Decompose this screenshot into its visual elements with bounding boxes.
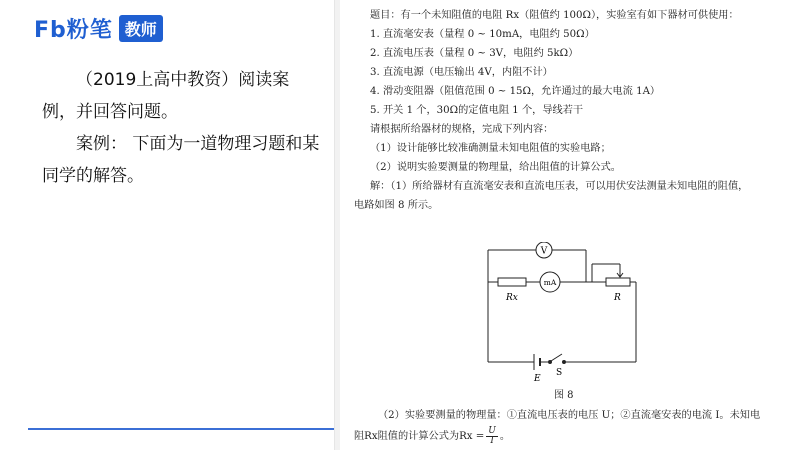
- question-intro: （2019上高中教资）阅读案例，并回答问题。: [42, 70, 290, 122]
- fraction-numerator: U: [488, 426, 496, 436]
- doc-requirement-2: （2）说明实验要测量的物理量，给出阻值的计算公式。: [370, 162, 621, 173]
- doc-item-1: 1. 直流毫安表（量程 0 ~ 10mA，电阻约 50Ω）: [370, 29, 595, 40]
- question-case: 案例： 下面为一道物理习题和某同学的解答。: [42, 134, 320, 186]
- doc-solution-1: 解：（1）所给器材有直流毫安表和直流电压表，可以用伏安法测量未知电阻的阻值，: [370, 181, 749, 192]
- doc-item-3: 3. 直流电源（电压输出 4V，内阻不计）: [370, 67, 553, 78]
- doc-item-2: 2. 直流电压表（量程 0 ~ 3V，电阻约 5kΩ）: [370, 48, 579, 59]
- circuit-diagram: [476, 242, 646, 382]
- formula-fraction: [486, 427, 498, 446]
- rheostat-label: R: [614, 293, 621, 303]
- brand-logo: [30, 14, 163, 42]
- rx-label: Rx: [506, 293, 518, 303]
- doc-requirement-1: （1）设计能够比较准确测量未知电阻值的实验电路；: [370, 143, 611, 154]
- formula-prefix: 阻Rx阻值的计算公式为Rx =: [354, 431, 485, 442]
- doc-item-5: 5. 开关 1 个，30Ω的定值电阻 1 个，导线若干: [370, 105, 584, 116]
- column-divider: [334, 0, 340, 450]
- doc-requirement: 请根据所给器材的规格，完成下列内容：: [370, 124, 554, 135]
- doc-title: 题目：有一个未知阻值的电阻 Rx（阻值约 100Ω），实验室有如下器材可供使用：: [370, 10, 739, 21]
- voltmeter-label: V: [540, 246, 548, 257]
- fraction-denominator: I: [490, 436, 494, 446]
- doc-solution-2b: [354, 427, 510, 446]
- question-panel: [28, 50, 334, 430]
- doc-solution-1b: 电路如图 8 所示。: [354, 200, 439, 211]
- scanned-document: [346, 6, 792, 446]
- brand-badge: 教师: [119, 15, 163, 42]
- doc-solution-2: （2）实验要测量的物理量：①直流电压表的电压 U；②直流毫安表的电流 I。未知电: [378, 410, 761, 421]
- switch-label: S: [556, 368, 563, 378]
- battery-label: E: [534, 374, 541, 382]
- formula-end: 。: [499, 431, 511, 442]
- doc-item-4: 4. 滑动变阻器（阻值范围 0 ~ 15Ω，允许通过的最大电流 1A）: [370, 86, 661, 97]
- figure-caption: 图 8: [554, 390, 574, 401]
- brand-name: Fb粉笔: [34, 17, 113, 43]
- milliammeter-label: mA: [543, 278, 557, 287]
